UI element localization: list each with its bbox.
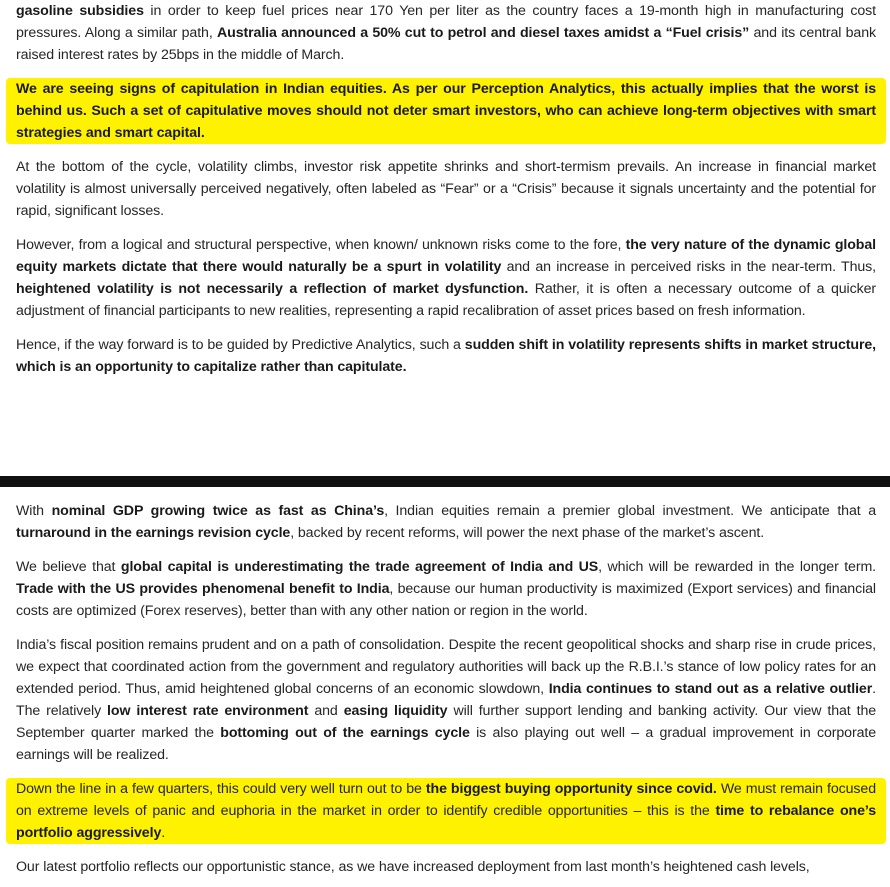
text-run: will further support lending and banking activity. Our view that the September quarter marked the bbox=[16, 703, 877, 741]
text-run: and its central bank raised interest rates by 25bps in the middle of March. bbox=[16, 25, 877, 63]
paragraph-predictive-analytics bbox=[16, 334, 876, 378]
text-run: Our latest portfolio reflects our opportunistic stance, as we have increased deployment from last month’s heightened cash levels, bbox=[16, 859, 810, 875]
text-run: , Indian equities remain a premier global investment. We anticipate that a bbox=[384, 503, 876, 519]
text-run: . The relatively bbox=[16, 681, 876, 719]
bold-phrase: bottoming out of the earnings cycle bbox=[220, 725, 470, 741]
bold-phrase: time to rebalance one’s portfolio aggressively bbox=[16, 803, 876, 841]
text-run: We must remain focused on extreme levels of panic and euphoria in the market in order to identify credible opportunities – this is the bbox=[16, 781, 877, 819]
highlighted-paragraph-capitulation bbox=[6, 78, 886, 144]
bold-phrase: global capital is underestimating the trade agreement of India and US bbox=[120, 559, 599, 575]
page-divider bbox=[0, 476, 890, 487]
bold-phrase: heightened volatility is not necessarily a reflection of market dysfunction. bbox=[16, 281, 529, 297]
text-run: in order to keep fuel prices near 170 Yen per liter as the country faces a 19-month high in manufacturing cost pressures. Along a similar path, bbox=[16, 3, 876, 41]
paragraph-trade-agreement bbox=[16, 556, 876, 622]
bold-phrase: easing liquidity bbox=[343, 703, 448, 719]
text-run: Rather, it is often a necessary outcome of a quicker adjustment of financial participants to new realities, representing a rapid recalibration of asset prices based on fresh information. bbox=[16, 281, 876, 319]
paragraph-structural-perspective bbox=[16, 234, 876, 322]
bold-phrase: nominal GDP growing twice as fast as China’s bbox=[51, 503, 385, 519]
bold-phrase: the very nature of the dynamic global equity markets dictate that there would naturally be a spurt in volatility bbox=[16, 237, 876, 275]
bold-phrase: Trade with the US provides phenomenal benefit to India bbox=[16, 581, 390, 597]
paragraph-volatility-cycle bbox=[16, 156, 876, 222]
text-run: is also playing out well – a gradual improvement in corporate earnings will be realized. bbox=[16, 725, 877, 763]
bold-phrase: the biggest buying opportunity since covid. bbox=[425, 781, 717, 797]
document-page-bottom bbox=[16, 500, 876, 878]
text-run: and an increase in perceived risks in the near-term. Thus, bbox=[501, 259, 876, 275]
bold-phrase: turnaround in the earnings revision cycle bbox=[16, 525, 291, 541]
text-run: , backed by recent reforms, will power the next phase of the market’s ascent. bbox=[290, 525, 765, 541]
bold-phrase: gasoline subsidies bbox=[16, 3, 144, 19]
paragraph-latest-portfolio bbox=[16, 856, 876, 878]
paragraph-nominal-gdp bbox=[16, 500, 876, 544]
text-run: At the bottom of the cycle, volatility climbs, investor risk appetite shrinks and short-termism prevails. An increase in financial market volatility is almost universally perceived negatively, often labeled as “Fear” or a “Crisis” because it signals uncertainty and the potential for rapid, significant losses. bbox=[16, 159, 876, 219]
highlighted-paragraph-buying-opportunity bbox=[6, 778, 886, 844]
text-run: . bbox=[161, 825, 166, 841]
bold-phrase: sudden shift in volatility represents shifts in market structure, which is an opportunity to capitalize rather than capitulate. bbox=[16, 337, 876, 375]
text-run: Down the line in a few quarters, this could very well turn out to be bbox=[16, 781, 426, 797]
paragraph-fiscal-position bbox=[16, 634, 876, 766]
bold-phrase: We are seeing signs of capitulation in Indian equities. As per our Perception Analytics, this actually implies that the worst is behind us. Such a set of capitulative moves should not deter smart investors, who can achieve long-term objectives with smart strategies and smart capital. bbox=[16, 81, 876, 141]
text-run: We believe that bbox=[16, 559, 121, 575]
text-run: Hence, if the way forward is to be guided by Predictive Analytics, such a bbox=[16, 337, 465, 353]
text-run: , which will be rewarded in the longer term. bbox=[598, 559, 877, 575]
text-run: , because our human productivity is maximized (Export services) and financial costs are optimized (Forex reserves), better than with any other nation or region in the world. bbox=[16, 581, 876, 619]
paragraph-fuel-subsidies bbox=[16, 0, 876, 66]
text-run: and bbox=[308, 703, 344, 719]
text-run: However, from a logical and structural perspective, when known/ unknown risks come to the fore, bbox=[16, 237, 626, 253]
bold-phrase: Australia announced a 50% cut to petrol and diesel taxes amidst a “Fuel crisis” bbox=[217, 25, 750, 41]
bold-phrase: low interest rate environment bbox=[107, 703, 309, 719]
text-run: With bbox=[16, 503, 52, 519]
document-page-top bbox=[16, 0, 876, 378]
bold-phrase: India continues to stand out as a relative outlier bbox=[548, 681, 873, 697]
text-run: India’s fiscal position remains prudent and on a path of consolidation. Despite the recent geopolitical shocks and sharp rise in crude prices, we expect that coordinated action from the government and regulatory authorities will back up the R.B.I.’s stance of low policy rates for an extended period. Thus, amid heightened global concerns of an economic slowdown, bbox=[16, 637, 876, 697]
